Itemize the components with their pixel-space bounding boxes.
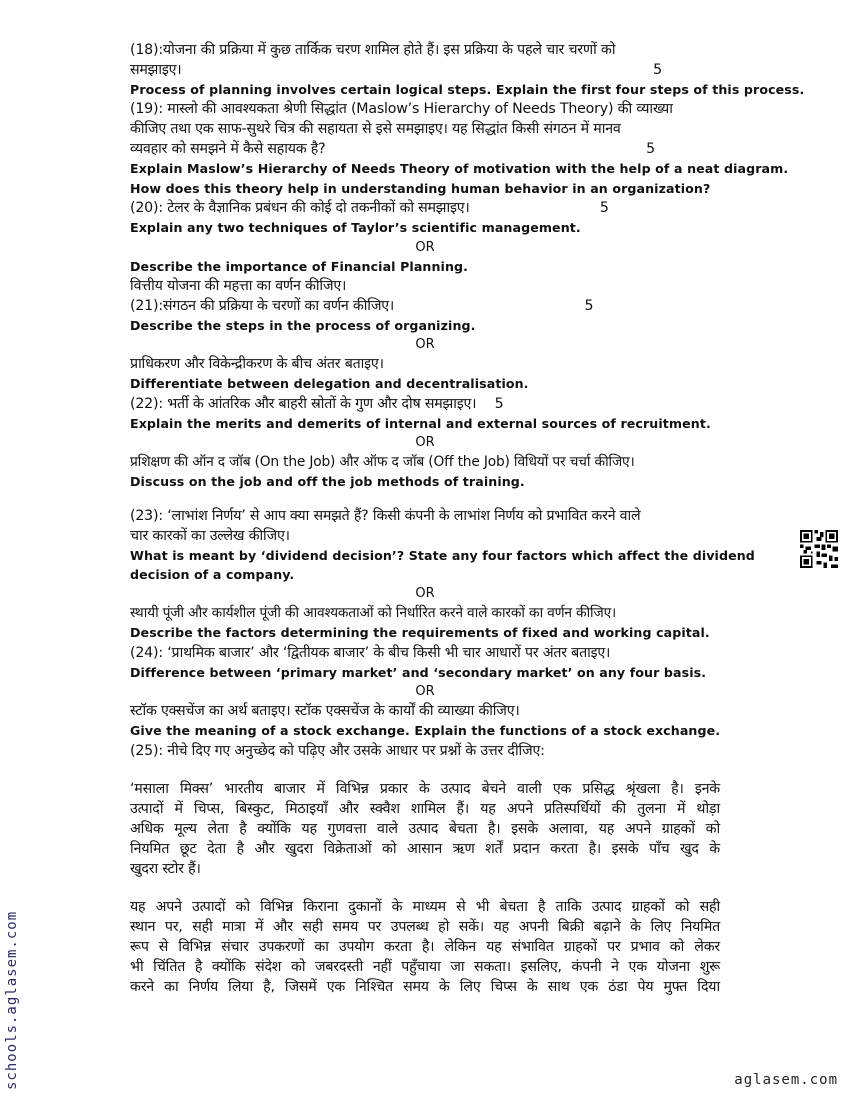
passage-line: अधिक मूल्य लेता है क्योंकि यह गुणवत्ता वाले उत्पाद बेचता है। इसके अलावा, यह अपने ग्राहकों को [130, 820, 720, 837]
question-19 [130, 99, 789, 198]
q20-alt-hindi: वित्तीय योजना की महत्ता का वर्णन कीजिए। [130, 278, 347, 295]
q19-hindi-line-2: कीजिए तथा एक साफ-सुथरे चित्र की सहायता से इसे समझाइए। यह सिद्धांत किसी संगठन में मानव [130, 121, 621, 138]
question-23 [130, 506, 755, 643]
q19-hindi-text: व्यवहार को समझने में कैसे सहायक है? [130, 141, 326, 158]
q20-alt-english: Describe the importance of Financial Planning. [130, 258, 469, 274]
q20-or: OR [415, 239, 435, 255]
question-24 [130, 643, 720, 741]
q23-hindi-line-1: (23): ‘लाभांश निर्णय’ से आप क्या समझते हैं? किसी कंपनी के लाभांश निर्णय को प्रभावित करने वाले [130, 507, 641, 524]
q22-hindi-text: (22): भर्ती के आंतरिक और बाहरी स्रोतों के गुण और दोष समझाइए। [130, 395, 477, 412]
q21-alt-english: Differentiate between delegation and decentralisation. [130, 376, 529, 392]
q19-marks: 5 [646, 141, 655, 158]
q21-or: OR [415, 337, 435, 353]
q23-alt-hindi: स्थायी पूंजी और कार्यशील पूंजी की आवश्यकताओं को निर्धारित करने वाले कारकों का वर्णन कीजिए। [130, 605, 617, 622]
question-22 [130, 394, 720, 492]
q19-hindi-line-3 [130, 139, 720, 159]
qr-code-icon [800, 530, 838, 568]
q20-hindi [130, 198, 720, 218]
passage-line: यह अपने उत्पादों को विभिन्न किराना दुकानों के माध्यम से भी बेचता है ताकि उत्पाद ग्राहकों को सही [130, 898, 720, 915]
side-watermark: schools.aglasem.com [4, 910, 20, 1090]
q24-alt-hindi: स्टॉक एक्सचेंज का अर्थ बताइए। स्टॉक एक्सचेंज के कार्यों की व्याख्या कीजिए। [130, 703, 520, 720]
passage-line: रूप से विभिन्न संचार उपकरणों का उपयोग करता है। लेकिन यह संभावित ग्राहकों पर प्रभाव को लेकर [130, 938, 720, 955]
q20-hindi-text: (20): टेलर के वैज्ञानिक प्रबंधन की कोई दो तकनीकों को समझाइए। [130, 200, 470, 217]
q24-alt-english: Give the meaning of a stock exchange. Explain the functions of a stock exchange. [130, 723, 721, 739]
q19-english-line-1: Explain Maslow’s Hierarchy of Needs Theory of motivation with the help of a neat diagram. [130, 161, 789, 177]
q19-hindi-line-1: (19): मास्लो की आवश्यकता श्रेणी सिद्धांत (Maslow’s Hierarchy of Needs Theory) की व्याख्या [130, 101, 673, 118]
footer-watermark: aglasem.com [734, 1072, 838, 1088]
q18-marks: 5 [653, 62, 662, 78]
question-18 [130, 40, 805, 99]
passage-line: करने का निर्णय लिया है, जिसमें एक निश्चित समय के लिए चिप्स के साथ एक ठंडा पेय मुफ्त दिया [130, 978, 720, 995]
q24-english: Difference between ‘primary market’ and ‘secondary market’ on any four basis. [130, 664, 707, 680]
q22-or: OR [415, 435, 435, 451]
passage-line: नियमित छूट देता है और खुदरा विक्रेताओं को आसान ऋण शर्तें प्रदान करता है। इसके पाँच खुद के [130, 840, 720, 857]
q23-hindi-line-2: चार कारकों का उल्लेख कीजिए। [130, 527, 290, 544]
q23-or: OR [415, 586, 435, 602]
q25-hindi: (25): नीचे दिए गए अनुच्छेद को पढ़िए और उसके आधार पर प्रश्नों के उत्तर दीजिए: [130, 742, 545, 759]
passage-line: स्थान पर, सही मात्रा में और सही समय पर उपलब्ध हो सकें। यह अपनी बिक्री बढ़ाने के लिए नियमित [130, 918, 720, 935]
q23-english-line-1: What is meant by ‘dividend decision’? State any four factors which affect the dividend [130, 547, 755, 563]
q21-alt-hindi: प्राधिकरण और विकेन्द्रीकरण के बीच अंतर बताइए। [130, 356, 384, 373]
q19-english-line-2: How does this theory help in understanding human behavior in an organization? [130, 180, 711, 196]
q22-alt-english: Discuss on the job and off the job methods of training. [130, 474, 525, 490]
q21-marks: 5 [584, 298, 594, 315]
q22-english: Explain the merits and demerits of internal and external sources of recruitment. [130, 415, 711, 431]
q18-english: Process of planning involves certain logical steps. Explain the first four steps of this process. [130, 82, 805, 97]
q18-hindi-text: समझाइए। [130, 62, 182, 78]
passage-paragraph-2 [130, 897, 720, 997]
question-21 [130, 296, 720, 394]
passage-line: भी चिंतित है क्योंकि संदेश को जबरदस्ती नहीं पहुँचाया जा सकता। इसलिए, कंपनी ने एक योजना शुरू [130, 958, 720, 975]
passage-paragraph-1 [130, 779, 720, 879]
q24-or: OR [415, 684, 435, 700]
q23-english-line-2: decision of a company. [130, 567, 295, 583]
q20-english: Explain any two techniques of Taylor’s scientific management. [130, 220, 581, 236]
passage-line: खुदरा स्टोर हैं। [130, 860, 201, 877]
passage-line: उत्पादों में चिप्स, बिस्कुट, मिठाइयाँ और स्क्वैश शामिल हैं। यह अपने प्रतिस्पर्धियों की तुलना में थोड़ा [130, 800, 720, 817]
q22-hindi [130, 394, 720, 414]
q21-hindi [130, 296, 720, 316]
q18-hindi-line-2 [130, 60, 720, 80]
question-paper-page [130, 40, 805, 997]
q21-hindi-text: (21):संगठन की प्रक्रिया के चरणों का वर्णन कीजिए। [130, 298, 395, 315]
q20-marks: 5 [599, 200, 609, 217]
q24-hindi: (24): ‘प्राथमिक बाजार’ और ‘द्वितीयक बाजार’ के बीच किसी भी चार आधारों पर अंतर बताइए। [130, 644, 611, 661]
q21-english: Describe the steps in the process of organizing. [130, 318, 476, 334]
q22-alt-hindi: प्रशिक्षण की ऑन द जॉब (On the Job) और ऑफ द जॉब (Off the Job) विधियों पर चर्चा कीजिए। [130, 454, 635, 471]
q18-hindi-line-1: (18):योजना की प्रक्रिया में कुछ तार्किक चरण शामिल होते हैं। इस प्रक्रिया के पहले चार चरणों को [130, 42, 616, 58]
q23-alt-english: Describe the factors determining the requirements of fixed and working capital. [130, 625, 710, 641]
q22-marks: 5 [494, 395, 504, 412]
passage-line: ‘मसाला मिक्स’ भारतीय बाजार में विभिन्न प्रकार के उत्पाद बेचने वाली एक प्रसिद्ध श्रृंखला है। इनके [130, 780, 720, 797]
question-25 [130, 741, 720, 761]
question-20 [130, 198, 720, 296]
